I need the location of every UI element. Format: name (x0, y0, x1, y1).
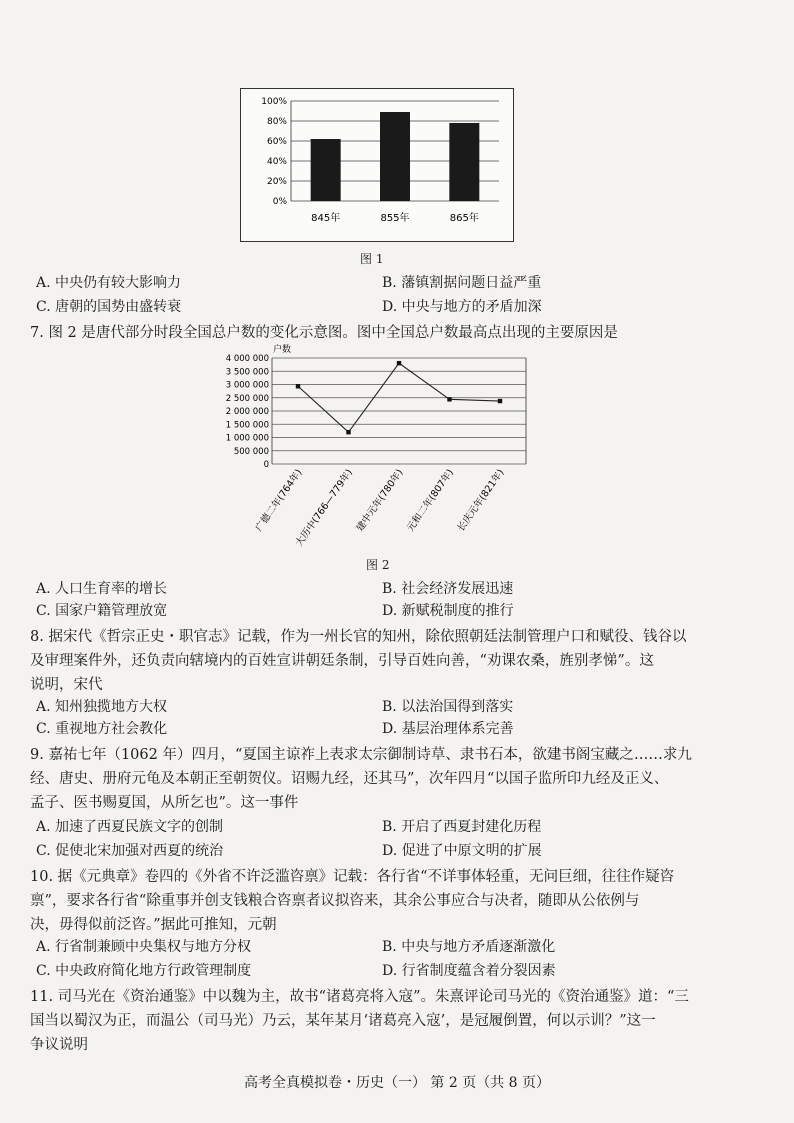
y-tick-label: 20% (266, 177, 287, 187)
data-point (447, 397, 451, 401)
q10-option-d: D. 行省制度蕴含着分裂因素 (382, 963, 556, 979)
q6-option-a: A. 中央仍有较大影响力 (36, 275, 182, 291)
q6-option-d: D. 中央与地方的矛盾加深 (382, 299, 542, 315)
q10-option-a: A. 行省制兼顾中央集权与地方分权 (36, 939, 252, 955)
q8-stem-line-3: 说明，宋代 (30, 677, 103, 693)
x-tick-label: 855年 (380, 213, 410, 224)
q6-option-b: B. 藩镇割据问题日益严重 (382, 275, 542, 291)
q7-option-d: D. 新赋税制度的推行 (382, 603, 514, 619)
figure1-svg (241, 89, 513, 241)
q9-stem-line-3: 孟子、医书赐夏国，从所乞也”。这一事件 (30, 795, 299, 811)
q9-stem-line-1: 9. 嘉祐七年（1062 年）四月，“夏国主谅祚上表求太宗御制诗草、隶书石本，欲建书阁宝藏之……求九 (30, 747, 692, 763)
x-tick-label: 845年 (311, 213, 341, 224)
y-tick-label: 4 000 000 (225, 354, 269, 364)
y-tick-label: 100% (261, 97, 287, 107)
y-tick-label: 2 000 000 (225, 407, 269, 417)
y-tick-label: 40% (266, 157, 287, 167)
q8-option-d: D. 基层治理体系完善 (382, 721, 514, 737)
data-point (346, 430, 350, 434)
figure2-chart (200, 340, 530, 560)
figure2-caption: 图 2 (366, 558, 390, 572)
y-tick-label: 0% (272, 197, 287, 207)
q9-option-d: D. 促进了中原文明的扩展 (382, 843, 542, 859)
q11-stem-line-1: 11. 司马光在《资治通鉴》中以魏为主，故书“诸葛亮将入寇”。朱熹评论司马光的《资治通鉴》道：“三 (30, 989, 689, 1005)
x-tick-label: 大历中(766—779年) (293, 467, 355, 549)
y-tick-label: 1 000 000 (225, 433, 269, 444)
y-tick-label: 0 (263, 460, 269, 470)
data-point (397, 361, 401, 365)
q10-stem-line-1: 10. 据《元典章》卷四的《外省不许泛滥咨禀》记载：各行省“不详事体轻重，无问巨细，往往作疑咨 (30, 869, 675, 885)
q7-stem: 7. 图 2 是唐代部分时段全国总户数的变化示意图。图中全国总户数最高点出现的主要原因是 (30, 325, 618, 341)
page-footer: 高考全真模拟卷・历史（一） 第 2 页（共 8 页） (243, 1075, 551, 1091)
q9-option-a: A. 加速了西夏民族文字的创制 (36, 819, 224, 835)
y-tick-label: 500 000 (233, 446, 269, 457)
q11-stem-line-3: 争议说明 (30, 1037, 88, 1053)
y-tick-label: 2 500 000 (225, 393, 269, 404)
q7-option-a: A. 人口生育率的增长 (36, 581, 168, 597)
q7-option-b: B. 社会经济发展迅速 (382, 581, 514, 597)
y-tick-label: 1 500 000 (225, 420, 269, 431)
y-axis-label: 户数 (272, 345, 292, 355)
data-point (296, 384, 300, 388)
bar (380, 112, 410, 201)
data-point (498, 399, 502, 403)
q7-option-c: C. 国家户籍管理放宽 (36, 603, 168, 619)
bar (449, 123, 479, 201)
q8-stem-line-1: 8. 据宋代《哲宗正史・职官志》记载，作为一州长官的知州，除依照朝廷法制管理户口和赋役、钱谷以 (30, 629, 687, 645)
q10-option-b: B. 中央与地方矛盾逐渐激化 (382, 939, 556, 955)
y-tick-label: 60% (266, 137, 287, 147)
q6-option-c: C. 唐朝的国势由盛转衰 (36, 299, 182, 315)
x-tick-label: 广德二年(764年) (253, 467, 305, 534)
q8-option-b: B. 以法治国得到落实 (382, 699, 514, 715)
q8-option-c: C. 重视地方社会教化 (36, 721, 168, 737)
q10-stem-line-3: 决，毋得似前泛咨。”据此可推知，元朝 (30, 917, 277, 933)
q9-option-b: B. 开启了西夏封建化历程 (382, 819, 542, 835)
figure1-caption: 图 1 (360, 252, 384, 266)
figure2-svg (200, 340, 530, 560)
q8-stem-line-2: 及审理案件外，还负责向辖境内的百姓宣讲朝廷条制，引导百姓向善，“劝课农桑，旌别孝悌”。这 (30, 653, 654, 669)
y-tick-label: 3 500 000 (225, 367, 269, 378)
q11-stem-line-2: 国当以蜀汉为正，而温公（司马光）乃云，某年某月‘诸葛亮入寇’，是冠履倒置，何以示训？”这一 (30, 1013, 656, 1029)
q9-option-c: C. 促使北宋加强对西夏的统治 (36, 843, 224, 859)
figure1-chart (240, 88, 514, 242)
y-tick-label: 3 000 000 (225, 380, 269, 391)
q10-option-c: C. 中央政府简化地方行政管理制度 (36, 963, 252, 979)
q9-stem-line-2: 经、唐史、册府元龟及本朝正至朝贺仪。诏赐九经，还其马”，次年四月“以国子监所印九经及正义、 (30, 771, 669, 787)
q8-option-a: A. 知州独揽地方大权 (36, 699, 168, 715)
x-tick-label: 建中元年(780年) (354, 467, 406, 534)
x-tick-label: 元和二年(807年) (405, 467, 456, 534)
y-tick-label: 80% (266, 117, 287, 127)
x-tick-label: 长庆元年(821年) (455, 467, 507, 534)
q10-stem-line-2: 禀”，要求各行省“除重事并创支钱粮合咨禀者议拟咨来，其余公事应合与决者，随即从公依例与 (30, 893, 640, 909)
x-tick-label: 865年 (449, 213, 479, 224)
bar (311, 139, 341, 201)
